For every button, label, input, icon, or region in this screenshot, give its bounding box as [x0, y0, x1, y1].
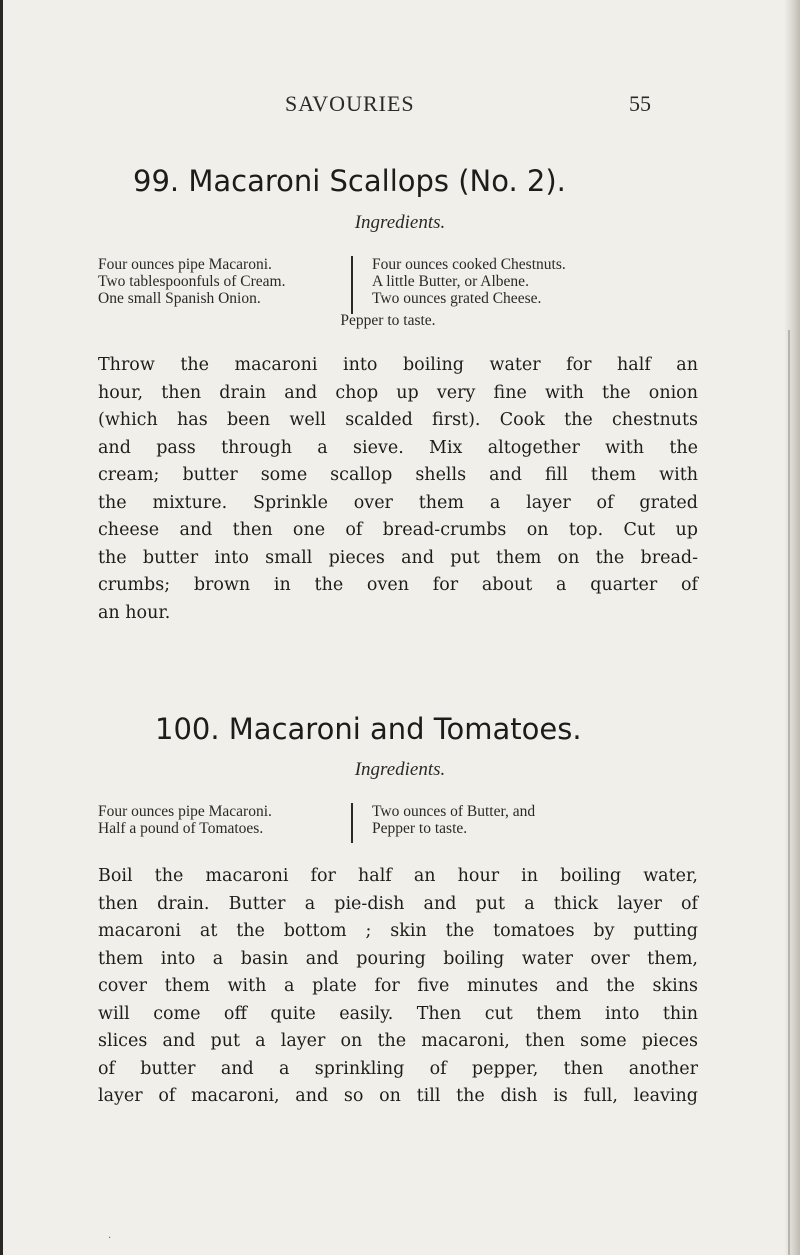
page-number: 55 [629, 91, 651, 116]
recipe-100-ingredients-right [372, 803, 535, 837]
ingredient-item: Four ounces pipe Macaroni. [98, 803, 272, 820]
method-line: the mixture. Sprinkle over them a layer of grated [98, 492, 698, 513]
method-line: cream; butter some scallop shells and fill them with [98, 465, 698, 485]
recipe-99-ingredients-footer: Pepper to taste. [340, 312, 436, 329]
running-head [0, 91, 800, 121]
recipe-100-method [98, 863, 698, 1111]
method-line: an hour. [98, 602, 171, 623]
recipe-100-ingredients-divider [351, 803, 353, 843]
method-line: slices and put a layer on the macaroni, then some pieces [98, 1031, 698, 1051]
method-line: them into a basin and pouring boiling water over them, [98, 948, 698, 969]
ingredient-item: Four ounces pipe Macaroni. [98, 256, 272, 273]
method-line: (which has been well scalded first). Cook the chestnuts [98, 410, 698, 430]
recipe-100-title: 100. Macaroni and Tomatoes. [155, 712, 582, 746]
method-line: and pass through a sieve. Mix altogether with the [98, 437, 698, 458]
recipe-99-ingredients-left [98, 256, 285, 307]
ingredient-item: Two ounces grated Cheese. [372, 290, 542, 307]
recipe-99-method [98, 352, 698, 627]
method-line: of butter and a sprinkling of pepper, then another [98, 1058, 698, 1079]
stray-ink-mark: · [108, 1233, 112, 1244]
method-line: layer of macaroni, and so on till the dish is full, leaving [98, 1086, 698, 1106]
page-left-edge [0, 0, 3, 1255]
ingredient-item: Two ounces of Butter, and [372, 803, 536, 820]
recipe-100-ingredients-left [98, 803, 272, 837]
page-right-shadow [784, 0, 800, 1255]
method-line: the butter into small pieces and put them on the bread- [98, 547, 698, 568]
ingredient-item: Four ounces cooked Chestnuts. [372, 256, 566, 273]
method-line: will come off quite easily. Then cut them into thin [98, 1003, 698, 1024]
method-line: macaroni at the bottom ; skin the tomatoes by putting [98, 921, 698, 941]
method-line: then drain. Butter a pie-dish and put a thick layer of [98, 893, 698, 914]
method-line: crumbs; brown in the oven for about a quarter of [98, 575, 698, 595]
page-right-gutter-line [788, 330, 790, 1255]
ingredient-item: Pepper to taste. [372, 820, 468, 837]
method-line: cheese and then one of bread-crumbs on top. Cut up [98, 520, 698, 540]
method-line: Boil the macaroni for half an hour in boiling water, [98, 866, 698, 886]
method-line: hour, then drain and chop up very fine with the onion [98, 382, 698, 403]
ingredient-item: A little Butter, or Albene. [372, 273, 529, 290]
recipe-100-ingredients-heading: Ingredients. [354, 759, 446, 780]
recipe-99-ingredients-divider [351, 256, 353, 314]
method-line: cover them with a plate for five minutes and the skins [98, 976, 698, 996]
ingredient-item: One small Spanish Onion. [98, 290, 261, 307]
ingredient-item: Half a pound of Tomatoes. [98, 820, 264, 837]
running-title: SAVOURIES [285, 91, 415, 116]
recipe-99-ingredients-right [372, 256, 566, 307]
recipe-99-title: 99. Macaroni Scallops (No. 2). [133, 164, 566, 198]
method-line: Throw the macaroni into boiling water for half an [98, 355, 698, 375]
ingredient-item: Two tablespoonfuls of Cream. [98, 273, 286, 290]
recipe-99-ingredients-heading: Ingredients. [354, 212, 446, 233]
